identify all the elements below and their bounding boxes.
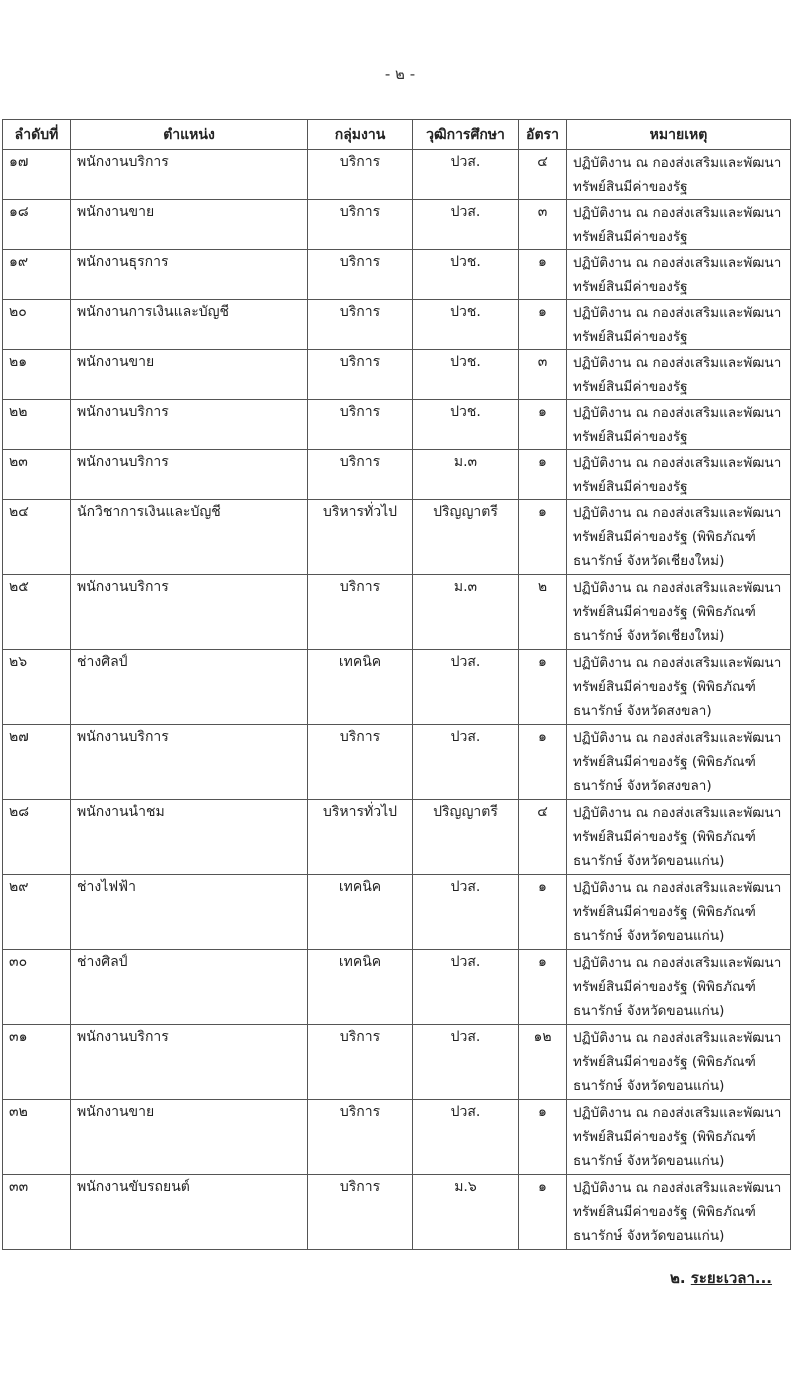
remark-line: ทรัพย์สินมีค่าของรัฐ bbox=[573, 229, 688, 245]
row-number: ๒๔ bbox=[3, 500, 71, 575]
next-section-heading bbox=[670, 1266, 772, 1290]
table-row bbox=[3, 800, 791, 875]
row-position: พนักงานบริการ bbox=[71, 450, 308, 500]
positions-table bbox=[2, 119, 791, 1250]
remark-line: ปฏิบัติงาน ณ กองส่งเสริมและพัฒนา bbox=[573, 155, 782, 171]
row-remark bbox=[567, 1175, 791, 1250]
row-position: ช่างศิลป์ bbox=[71, 650, 308, 725]
table-row bbox=[3, 350, 791, 400]
remark-line: ปฏิบัติงาน ณ กองส่งเสริมและพัฒนา bbox=[573, 255, 782, 271]
remark-line: ธนารักษ์ จังหวัดขอนแก่น) bbox=[573, 928, 725, 944]
row-number: ๑๙ bbox=[3, 250, 71, 300]
table-row bbox=[3, 400, 791, 450]
row-education: ม.๓ bbox=[413, 575, 519, 650]
row-number: ๑๘ bbox=[3, 200, 71, 250]
table-row bbox=[3, 150, 791, 200]
remark-line: ธนารักษ์ จังหวัดขอนแก่น) bbox=[573, 1153, 725, 1169]
row-education: ปวส. bbox=[413, 200, 519, 250]
row-number: ๒๐ bbox=[3, 300, 71, 350]
row-number: ๒๒ bbox=[3, 400, 71, 450]
remark-line: ทรัพย์สินมีค่าของรัฐ bbox=[573, 179, 688, 195]
row-position: พนักงานธุรการ bbox=[71, 250, 308, 300]
row-position: ช่างศิลป์ bbox=[71, 950, 308, 1025]
row-number: ๓๓ bbox=[3, 1175, 71, 1250]
row-rate: ๑ bbox=[519, 500, 567, 575]
remark-line: ปฏิบัติงาน ณ กองส่งเสริมและพัฒนา bbox=[573, 805, 782, 821]
remark-line: ธนารักษ์ จังหวัดขอนแก่น) bbox=[573, 1078, 725, 1094]
next-section-number: ๒. bbox=[669, 1269, 691, 1287]
row-remark bbox=[567, 450, 791, 500]
row-rate: ๓ bbox=[519, 350, 567, 400]
row-education: ม.๓ bbox=[413, 450, 519, 500]
remark-line: ทรัพย์สินมีค่าของรัฐ bbox=[573, 479, 688, 495]
row-remark bbox=[567, 500, 791, 575]
row-remark bbox=[567, 200, 791, 250]
row-rate: ๓ bbox=[519, 200, 567, 250]
page-number: - ๒ - bbox=[384, 65, 416, 83]
row-number: ๒๓ bbox=[3, 450, 71, 500]
table-row bbox=[3, 500, 791, 575]
row-remark bbox=[567, 875, 791, 950]
row-position: พนักงานขาย bbox=[71, 350, 308, 400]
row-position: พนักงานขาย bbox=[71, 1100, 308, 1175]
row-rate: ๑ bbox=[519, 650, 567, 725]
remark-line: ทรัพย์สินมีค่าของรัฐ bbox=[573, 379, 688, 395]
remark-line: ธนารักษ์ จังหวัดขอนแก่น) bbox=[573, 1228, 725, 1244]
remark-line: ธนารักษ์ จังหวัดขอนแก่น) bbox=[573, 853, 725, 869]
remark-line: ทรัพย์สินมีค่าของรัฐ bbox=[573, 429, 688, 445]
row-group: บริการ bbox=[308, 350, 413, 400]
row-group: บริการ bbox=[308, 1025, 413, 1100]
row-education: ปวส. bbox=[413, 1100, 519, 1175]
remark-line: ปฏิบัติงาน ณ กองส่งเสริมและพัฒนา bbox=[573, 205, 782, 221]
row-education: ปวช. bbox=[413, 250, 519, 300]
table-row bbox=[3, 200, 791, 250]
table-row bbox=[3, 875, 791, 950]
remark-line: ทรัพย์สินมีค่าของรัฐ (พิพิธภัณฑ์ bbox=[573, 829, 756, 845]
row-remark bbox=[567, 800, 791, 875]
remark-line: ปฏิบัติงาน ณ กองส่งเสริมและพัฒนา bbox=[573, 355, 782, 371]
row-group: เทคนิค bbox=[308, 650, 413, 725]
row-remark bbox=[567, 1100, 791, 1175]
remark-line: ปฏิบัติงาน ณ กองส่งเสริมและพัฒนา bbox=[573, 1180, 782, 1196]
remark-line: ทรัพย์สินมีค่าของรัฐ bbox=[573, 329, 688, 345]
table-row bbox=[3, 950, 791, 1025]
row-education: ปวช. bbox=[413, 400, 519, 450]
remark-line: ทรัพย์สินมีค่าของรัฐ (พิพิธภัณฑ์ bbox=[573, 529, 756, 545]
row-group: บริการ bbox=[308, 725, 413, 800]
table-row bbox=[3, 1025, 791, 1100]
remark-line: ปฏิบัติงาน ณ กองส่งเสริมและพัฒนา bbox=[573, 405, 782, 421]
row-education: ม.๖ bbox=[413, 1175, 519, 1250]
remark-line: ปฏิบัติงาน ณ กองส่งเสริมและพัฒนา bbox=[573, 1105, 782, 1121]
row-rate: ๑๒ bbox=[519, 1025, 567, 1100]
row-group: บริการ bbox=[308, 1100, 413, 1175]
remark-line: ปฏิบัติงาน ณ กองส่งเสริมและพัฒนา bbox=[573, 505, 782, 521]
row-rate: ๑ bbox=[519, 400, 567, 450]
header-remark: หมายเหตุ bbox=[567, 120, 791, 150]
row-rate: ๒ bbox=[519, 575, 567, 650]
row-education: ปวส. bbox=[413, 950, 519, 1025]
row-rate: ๑ bbox=[519, 950, 567, 1025]
row-education: ปวส. bbox=[413, 150, 519, 200]
row-number: ๓๑ bbox=[3, 1025, 71, 1100]
table-row bbox=[3, 725, 791, 800]
row-group: เทคนิค bbox=[308, 950, 413, 1025]
row-rate: ๔ bbox=[519, 150, 567, 200]
header-group: กลุ่มงาน bbox=[308, 120, 413, 150]
row-number: ๒๗ bbox=[3, 725, 71, 800]
row-remark bbox=[567, 725, 791, 800]
header-no: ลำดับที่ bbox=[3, 120, 71, 150]
row-position: นักวิชาการเงินและบัญชี bbox=[71, 500, 308, 575]
row-number: ๒๙ bbox=[3, 875, 71, 950]
header-education: วุฒิการศึกษา bbox=[413, 120, 519, 150]
row-position: พนักงานบริการ bbox=[71, 725, 308, 800]
row-remark bbox=[567, 575, 791, 650]
row-rate: ๑ bbox=[519, 250, 567, 300]
remark-line: ทรัพย์สินมีค่าของรัฐ (พิพิธภัณฑ์ bbox=[573, 604, 756, 620]
row-position: ช่างไฟฟ้า bbox=[71, 875, 308, 950]
row-education: ปวช. bbox=[413, 300, 519, 350]
row-rate: ๑ bbox=[519, 1100, 567, 1175]
remark-line: ทรัพย์สินมีค่าของรัฐ (พิพิธภัณฑ์ bbox=[573, 1204, 756, 1220]
row-group: บริการ bbox=[308, 300, 413, 350]
row-group: บริการ bbox=[308, 150, 413, 200]
row-position: พนักงานขับรถยนต์ bbox=[71, 1175, 308, 1250]
table-row bbox=[3, 250, 791, 300]
remark-line: ทรัพย์สินมีค่าของรัฐ (พิพิธภัณฑ์ bbox=[573, 979, 756, 995]
remark-line: ปฏิบัติงาน ณ กองส่งเสริมและพัฒนา bbox=[573, 880, 782, 896]
table-row bbox=[3, 1100, 791, 1175]
row-remark bbox=[567, 400, 791, 450]
row-group: บริการ bbox=[308, 250, 413, 300]
row-remark bbox=[567, 1025, 791, 1100]
remark-line: ธนารักษ์ จังหวัดสงขลา) bbox=[573, 778, 712, 794]
remark-line: ทรัพย์สินมีค่าของรัฐ bbox=[573, 279, 688, 295]
row-group: เทคนิค bbox=[308, 875, 413, 950]
row-position: พนักงานบริการ bbox=[71, 575, 308, 650]
remark-line: ทรัพย์สินมีค่าของรัฐ (พิพิธภัณฑ์ bbox=[573, 904, 756, 920]
header-position: ตำแหน่ง bbox=[71, 120, 308, 150]
row-rate: ๑ bbox=[519, 1175, 567, 1250]
row-position: พนักงานบริการ bbox=[71, 400, 308, 450]
row-number: ๓๒ bbox=[3, 1100, 71, 1175]
remark-line: ธนารักษ์ จังหวัดสงขลา) bbox=[573, 703, 712, 719]
remark-line: ธนารักษ์ จังหวัดขอนแก่น) bbox=[573, 1003, 725, 1019]
row-remark bbox=[567, 300, 791, 350]
table-row bbox=[3, 450, 791, 500]
row-number: ๑๗ bbox=[3, 150, 71, 200]
remark-line: ปฏิบัติงาน ณ กองส่งเสริมและพัฒนา bbox=[573, 730, 782, 746]
row-position: พนักงานขาย bbox=[71, 200, 308, 250]
row-education: ปริญญาตรี bbox=[413, 500, 519, 575]
remark-line: ทรัพย์สินมีค่าของรัฐ (พิพิธภัณฑ์ bbox=[573, 1054, 756, 1070]
row-remark bbox=[567, 150, 791, 200]
table-row bbox=[3, 300, 791, 350]
row-position: พนักงานบริการ bbox=[71, 1025, 308, 1100]
row-group: บริการ bbox=[308, 400, 413, 450]
row-education: ปวส. bbox=[413, 725, 519, 800]
row-education: ปวส. bbox=[413, 875, 519, 950]
row-rate: ๑ bbox=[519, 725, 567, 800]
row-position: พนักงานการเงินและบัญชี bbox=[71, 300, 308, 350]
remark-line: ปฏิบัติงาน ณ กองส่งเสริมและพัฒนา bbox=[573, 305, 782, 321]
table-body bbox=[3, 150, 791, 1250]
row-number: ๒๖ bbox=[3, 650, 71, 725]
remark-line: ทรัพย์สินมีค่าของรัฐ (พิพิธภัณฑ์ bbox=[573, 754, 756, 770]
row-group: บริหารทั่วไป bbox=[308, 500, 413, 575]
row-group: บริการ bbox=[308, 200, 413, 250]
row-group: บริหารทั่วไป bbox=[308, 800, 413, 875]
row-education: ปวส. bbox=[413, 1025, 519, 1100]
row-remark bbox=[567, 950, 791, 1025]
remark-line: ปฏิบัติงาน ณ กองส่งเสริมและพัฒนา bbox=[573, 655, 782, 671]
row-education: ปวส. bbox=[413, 650, 519, 725]
row-rate: ๑ bbox=[519, 450, 567, 500]
table-row bbox=[3, 575, 791, 650]
row-remark bbox=[567, 250, 791, 300]
row-remark bbox=[567, 350, 791, 400]
row-number: ๒๑ bbox=[3, 350, 71, 400]
table-row bbox=[3, 1175, 791, 1250]
remark-line: ปฏิบัติงาน ณ กองส่งเสริมและพัฒนา bbox=[573, 455, 782, 471]
row-group: บริการ bbox=[308, 450, 413, 500]
row-rate: ๑ bbox=[519, 300, 567, 350]
remark-line: ธนารักษ์ จังหวัดเชียงใหม่) bbox=[573, 553, 725, 569]
row-rate: ๔ bbox=[519, 800, 567, 875]
remark-line: ทรัพย์สินมีค่าของรัฐ (พิพิธภัณฑ์ bbox=[573, 679, 756, 695]
remark-line: ปฏิบัติงาน ณ กองส่งเสริมและพัฒนา bbox=[573, 955, 782, 971]
row-remark bbox=[567, 650, 791, 725]
remark-line: ธนารักษ์ จังหวัดเชียงใหม่) bbox=[573, 628, 725, 644]
remark-line: ปฏิบัติงาน ณ กองส่งเสริมและพัฒนา bbox=[573, 580, 782, 596]
remark-line: ทรัพย์สินมีค่าของรัฐ (พิพิธภัณฑ์ bbox=[573, 1129, 756, 1145]
table-header-row bbox=[3, 120, 791, 150]
header-rate: อัตรา bbox=[519, 120, 567, 150]
row-group: บริการ bbox=[308, 1175, 413, 1250]
remark-line: ปฏิบัติงาน ณ กองส่งเสริมและพัฒนา bbox=[573, 1030, 782, 1046]
row-rate: ๑ bbox=[519, 875, 567, 950]
table-row bbox=[3, 650, 791, 725]
next-section-label: ระยะเวลา... bbox=[690, 1269, 772, 1287]
row-education: ปวช. bbox=[413, 350, 519, 400]
row-education: ปริญญาตรี bbox=[413, 800, 519, 875]
row-position: พนักงานนำชม bbox=[71, 800, 308, 875]
row-number: ๒๘ bbox=[3, 800, 71, 875]
row-number: ๓๐ bbox=[3, 950, 71, 1025]
row-number: ๒๕ bbox=[3, 575, 71, 650]
row-position: พนักงานบริการ bbox=[71, 150, 308, 200]
row-group: บริการ bbox=[308, 575, 413, 650]
